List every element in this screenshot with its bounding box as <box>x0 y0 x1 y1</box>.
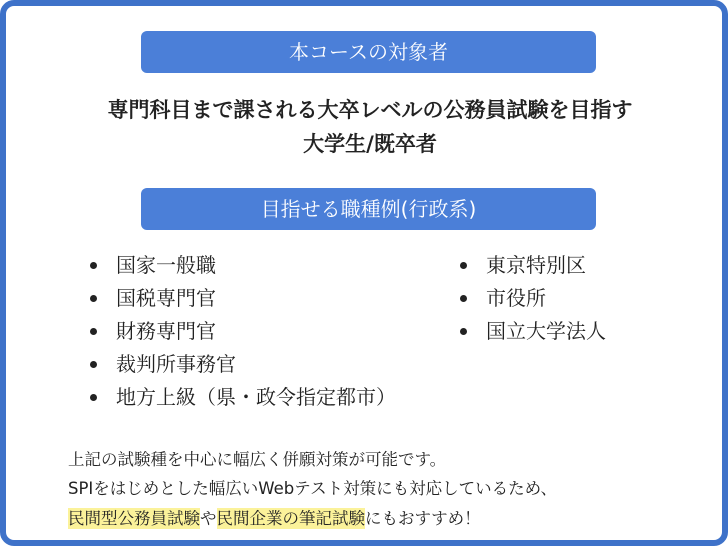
list-item: 国家一般職 <box>86 249 396 282</box>
audience-line-1: 専門科目まで課される大卒レベルの公務員試験を目指す <box>107 98 633 122</box>
highlight-public-exam: 民間型公務員試験 <box>68 509 200 528</box>
list-item: 地方上級（県・政令指定都市） <box>86 381 396 414</box>
description-line-2: SPIをはじめとした幅広いWebテスト対策にも対応しているため、 <box>68 479 557 498</box>
description-line-1: 上記の試験種を中心に幅広く併願対策が可能です。 <box>68 450 447 469</box>
connector-text: や <box>200 509 217 528</box>
list-item: 国立大学法人 <box>456 315 606 348</box>
list-item: 裁判所事務官 <box>86 348 396 381</box>
audience-line-2: 大学生/既卒者 <box>303 132 437 156</box>
target-audience-banner: 本コースの対象者 <box>141 31 596 73</box>
job-list-left <box>86 249 396 414</box>
list-item: 財務専門官 <box>86 315 396 348</box>
description-line-3 <box>68 505 481 529</box>
highlight-private-exam: 民間企業の筆記試験 <box>216 509 365 528</box>
job-list-right <box>456 249 606 348</box>
list-item: 国税専門官 <box>86 282 396 315</box>
list-item: 市役所 <box>456 282 606 315</box>
list-item: 東京特別区 <box>456 249 606 282</box>
job-examples-banner: 目指せる職種例(行政系) <box>141 188 596 230</box>
recommend-text: にもおすすめ！ <box>365 509 481 528</box>
